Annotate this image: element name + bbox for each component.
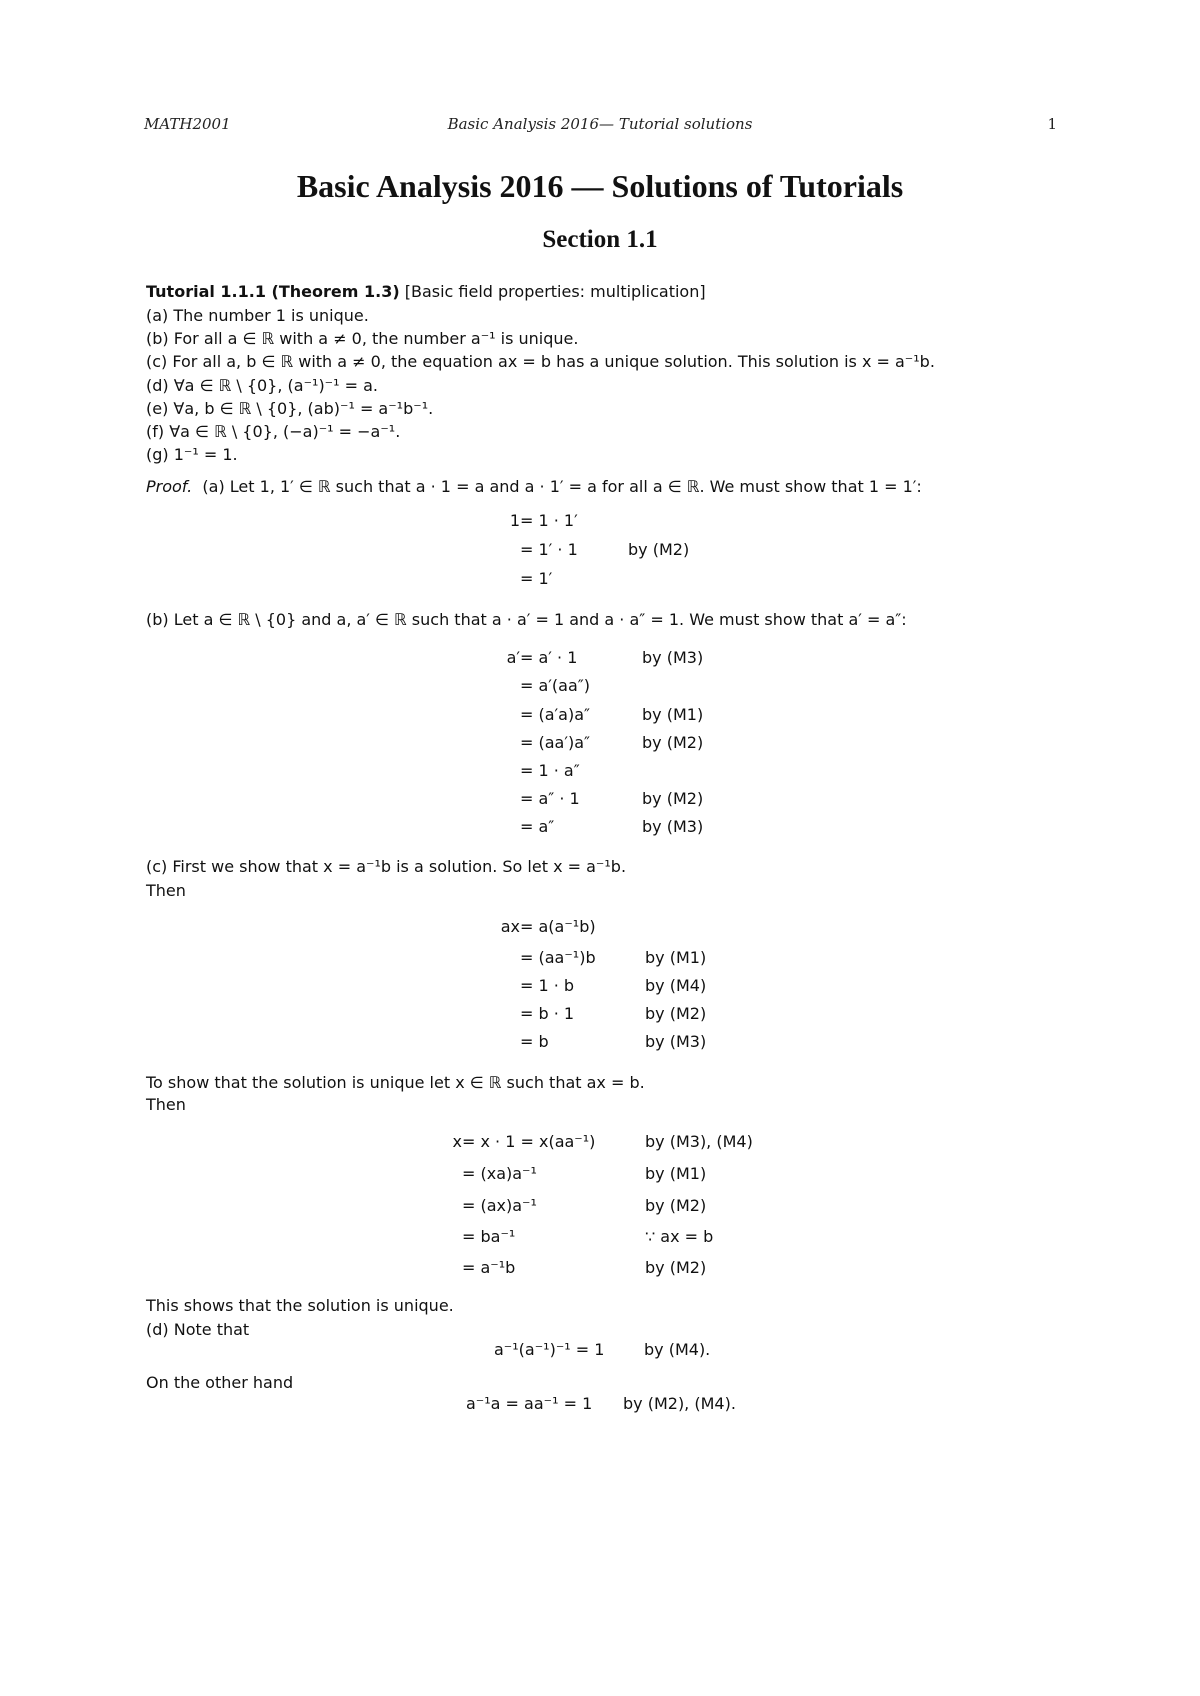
equation-justification: by (M4). [644, 1340, 711, 1359]
equation-justification: by (M1) [645, 1164, 707, 1183]
tutorial-item: (a) The number 1 is unique. [146, 306, 369, 325]
equation-justification: by (M3) [645, 1032, 707, 1051]
tutorial-label: Tutorial 1.1.1 (Theorem 1.3) [146, 282, 400, 301]
tutorial-item: (d) ∀a ∈ ℝ \ {0}, (a⁻¹)⁻¹ = a. [146, 376, 379, 395]
equation-justification: by (M2) [628, 540, 690, 559]
equation-rhs: = (ax)a⁻¹ [462, 1196, 537, 1215]
equation-justification: by (M1) [645, 948, 707, 967]
equation-rhs: = x · 1 = x(aa⁻¹) [462, 1132, 596, 1151]
equation-justification: by (M2) [642, 789, 704, 808]
tutorial-item: (g) 1⁻¹ = 1. [146, 445, 238, 464]
equation-justification: by (M3) [642, 817, 704, 836]
document-title: Basic Analysis 2016 — Solutions of Tutorials [296, 168, 904, 204]
equation-rhs: = 1 · 1′ [520, 511, 578, 530]
equation: a⁻¹(a⁻¹)⁻¹ = 1 [494, 1340, 605, 1359]
proof-a-intro [146, 477, 922, 496]
tutorial-item: (e) ∀a, b ∈ ℝ \ {0}, (ab)⁻¹ = a⁻¹b⁻¹. [146, 399, 434, 418]
equation-justification: by (M2) [645, 1196, 707, 1215]
proof-d-other: On the other hand [146, 1373, 294, 1392]
equation-lhs: a′ [506, 648, 520, 667]
equation-justification: by (M2) [645, 1004, 707, 1023]
proof-c-intro: (c) First we show that x = a⁻¹b is a solution. So let x = a⁻¹b. [146, 857, 627, 876]
equation-rhs: = a′(aa″) [520, 676, 590, 695]
equation-rhs: = (a′a)a″ [520, 705, 590, 724]
page-number: 1 [1047, 115, 1057, 133]
equation-justification: by (M1) [642, 705, 704, 724]
proof-c-unique-then: Then [146, 1095, 186, 1114]
tutorial-item: (c) For all a, b ∈ ℝ with a ≠ 0, the equation ax = b has a unique solution. This solution is x = a⁻¹b. [146, 352, 935, 371]
running-title: Basic Analysis 2016— Tutorial solutions [447, 115, 753, 133]
equation-rhs: = ba⁻¹ [462, 1227, 516, 1246]
equation-justification: by (M2) [642, 733, 704, 752]
proof-label: Proof. [146, 477, 193, 496]
equation-justification: by (M2), (M4). [623, 1394, 736, 1413]
tutorial-item: (b) For all a ∈ ℝ with a ≠ 0, the number a⁻¹ is unique. [146, 329, 579, 348]
equation-lhs: x [452, 1132, 462, 1151]
equation-rhs: = a″ [520, 817, 555, 836]
equation-rhs: = 1 · b [520, 976, 575, 995]
equation-rhs: = (aa′)a″ [520, 733, 590, 752]
equation-justification: by (M4) [645, 976, 707, 995]
equation-rhs: = a⁻¹b [462, 1258, 516, 1277]
section-heading: Section 1.1 [542, 226, 658, 253]
proof-c-conclusion: This shows that the solution is unique. [146, 1296, 454, 1315]
course-code: MATH2001 [144, 115, 231, 133]
equation-rhs: = a(a⁻¹b) [520, 917, 596, 936]
tutorial-topic: [Basic field properties: multiplication] [399, 282, 706, 301]
equation-lhs: 1 [509, 511, 520, 530]
equation-lhs: ax [500, 917, 520, 936]
equation-rhs: = 1′ [520, 569, 553, 588]
equation-justification: by (M2) [645, 1258, 707, 1277]
equation-rhs: = (aa⁻¹)b [520, 948, 596, 967]
equation-rhs: = a′ · 1 [520, 648, 578, 667]
equation-rhs: = b [520, 1032, 549, 1051]
equation-rhs: = b · 1 [520, 1004, 575, 1023]
equation-justification: ∵ ax = b [645, 1227, 714, 1246]
proof-c-unique-intro: To show that the solution is unique let x ∈ ℝ such that ax = b. [146, 1073, 645, 1092]
proof-a-text: (a) Let 1, 1′ ∈ ℝ such that a · 1 = a and a · 1′ = a for all a ∈ ℝ. We must show that 1 = 1′: [202, 477, 922, 496]
proof-c-then: Then [146, 881, 186, 900]
proof-b-intro: (b) Let a ∈ ℝ \ {0} and a, a′ ∈ ℝ such that a · a′ = 1 and a · a″ = 1. We must show that a′ = a″: [146, 610, 907, 629]
equation-justification: by (M3) [642, 648, 704, 667]
equation-justification: by (M3), (M4) [645, 1132, 753, 1151]
equation-rhs: = (xa)a⁻¹ [462, 1164, 537, 1183]
equation-rhs: = 1 · a″ [520, 761, 580, 780]
equation-rhs: = 1′ · 1 [520, 540, 578, 559]
equation-rhs: = a″ · 1 [520, 789, 580, 808]
proof-d-intro: (d) Note that [146, 1320, 250, 1339]
equation: a⁻¹a = aa⁻¹ = 1 [466, 1394, 593, 1413]
tutorial-item: (f) ∀a ∈ ℝ \ {0}, (−a)⁻¹ = −a⁻¹. [146, 422, 401, 441]
tutorial-heading [146, 282, 706, 301]
